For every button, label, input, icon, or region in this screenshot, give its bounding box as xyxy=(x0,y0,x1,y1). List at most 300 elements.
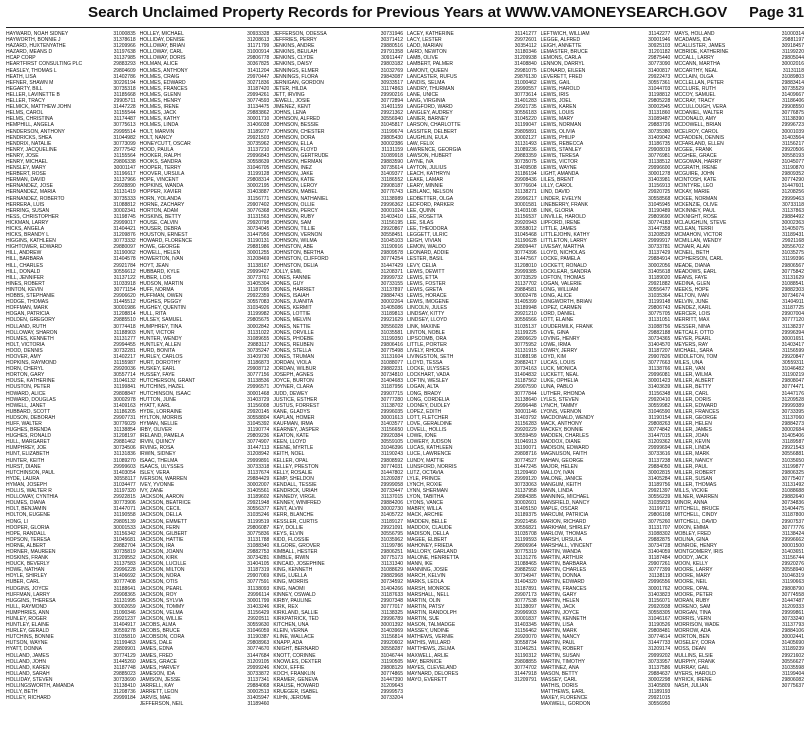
owner-name: JEFFERSON, ODESSA xyxy=(273,31,327,37)
owner-name: JACKSON, CECIL xyxy=(139,506,181,513)
owner-name: HERNANDEZ, MARIA xyxy=(6,189,56,196)
owner-name: MARION, RICHARD xyxy=(540,518,587,525)
owner-name: HOOPER, GLORIA xyxy=(6,524,50,531)
owner-name: IVEY, YVONNE xyxy=(139,481,175,488)
owner-name: JACKSON, OTIS xyxy=(139,579,178,586)
property-id: 31190870 xyxy=(782,165,804,172)
property-id: 31137060 xyxy=(782,414,804,421)
owner-name: HUTSON, WAYNE xyxy=(6,640,48,647)
property-id: 29884743 xyxy=(380,293,403,300)
property-id: 31208469 xyxy=(247,256,270,263)
owner-name: HILL, BARBARA xyxy=(6,256,44,263)
owner-name: JOHNSON, SAM xyxy=(273,219,312,226)
owner-name: KEARNEY, JASPER xyxy=(273,427,319,434)
owner-name: JAMES, GRACE xyxy=(139,658,177,665)
property-id: 30777017 xyxy=(380,603,403,610)
owner-name: HUNLEY, ROGER xyxy=(6,616,47,622)
property-id: 31138167 xyxy=(247,262,270,269)
owner-name: HOOKS, SANDRA xyxy=(139,158,182,165)
owner-name: MOSELEY, CORA xyxy=(674,640,716,647)
owner-name: HORNE, ZACHARY xyxy=(139,201,185,208)
property-id: 31378618 xyxy=(113,37,136,44)
property-id: 30556183 xyxy=(514,110,537,117)
property-id: 31197320 xyxy=(113,488,136,495)
property-id: 30002945 xyxy=(648,104,671,111)
owner-name: KLINE, WALLACE xyxy=(273,634,315,641)
property-id: 29996217 xyxy=(514,195,537,202)
owner-name: LEGGE, ALFRED xyxy=(540,37,581,44)
owner-name: MARTIN, DONNA xyxy=(540,573,581,580)
owner-name: HOGAN, PATRICIA xyxy=(6,311,50,318)
property-id: 30773614 xyxy=(514,91,537,98)
property-id: 31088541 xyxy=(781,280,804,287)
owner-name: MARLOW, THOMAS xyxy=(540,530,587,537)
property-id: 31088465 xyxy=(514,561,537,568)
property-id: 31403981 xyxy=(648,177,671,184)
property-id: 30735075 xyxy=(514,158,537,165)
property-id: 31447113 xyxy=(247,445,270,452)
owner-name: JORDAN, WILBUR xyxy=(273,366,317,373)
property-id: 31131277 xyxy=(113,335,136,342)
property-id: 31174863 xyxy=(381,85,403,92)
property-id: 31137210 xyxy=(247,146,270,153)
property-id: 29922359 xyxy=(247,293,270,300)
property-id: 31403887 xyxy=(247,189,270,196)
property-id: 31404570 xyxy=(648,341,671,348)
property-id: 31089236 xyxy=(514,146,537,153)
property-id: 31404683 xyxy=(380,378,403,385)
record-column xyxy=(674,31,804,731)
owner-name: JENKINS, CLYDE xyxy=(273,55,314,62)
owner-name: LIVESAY, MARTHA xyxy=(540,244,585,251)
property-id: 31209333 xyxy=(781,603,804,610)
property-id: 31046251 xyxy=(514,646,537,653)
owner-name: HOUSER, DEBRA xyxy=(139,226,182,232)
owner-name: JIMENEZ, KENT xyxy=(273,104,311,111)
property-id: 29808481 xyxy=(648,628,671,635)
owner-name: LOPEZ, EDITH xyxy=(407,408,442,415)
owner-name: MADDEN, BELLE xyxy=(407,518,448,525)
owner-name: HUMPHREY, JOE xyxy=(6,445,47,452)
property-id: 31403651 xyxy=(781,548,804,555)
owner-name: MADDEN, CHARLES xyxy=(540,433,589,440)
owner-name: JONES, STELLA xyxy=(273,347,312,354)
property-id: 29996362 xyxy=(380,201,403,208)
property-id: 29907402 xyxy=(247,201,270,208)
property-id: 29972601 xyxy=(514,37,537,44)
owner-name: MCLEAN, TERRI xyxy=(674,226,713,232)
property-id: 30556702 xyxy=(781,244,804,251)
owner-name: JOYNER, CLARA xyxy=(273,384,314,391)
property-id: 31035829 xyxy=(648,500,671,507)
property-id: 29809901 xyxy=(113,646,136,653)
property-id: 30002007 xyxy=(247,481,270,488)
property-id: 31187891 xyxy=(514,585,537,592)
property-id: 29808314 xyxy=(247,177,270,184)
record-column xyxy=(140,31,270,731)
property-id: 30733318 xyxy=(247,463,270,470)
property-id: 29999917 xyxy=(648,238,671,245)
property-id: 29806251 xyxy=(380,548,403,555)
property-id: 30002730 xyxy=(380,506,403,513)
property-id: 29999058 xyxy=(380,481,403,488)
property-id: 30001581 xyxy=(514,201,537,208)
record-column xyxy=(407,31,537,731)
property-id: 31199148 xyxy=(648,299,671,306)
property-id: 30734506 xyxy=(113,445,136,452)
property-id: 31209105 xyxy=(247,658,270,665)
owner-name: JEFFRIES, PERRY xyxy=(273,37,317,44)
property-id: 29882753 xyxy=(247,548,270,555)
property-id: 30775952 xyxy=(514,341,537,348)
property-id: 31198745 xyxy=(113,213,136,220)
owner-name: HUGHES, PEGGY xyxy=(139,299,182,306)
owner-name: LINK, MAXINE xyxy=(407,323,441,330)
property-id: 31190312 xyxy=(514,652,537,659)
property-id: 30002842 xyxy=(247,323,270,330)
owner-name: KEENE, MYRTLE xyxy=(273,445,314,452)
owner-name: HUBBARD, SCOTT xyxy=(6,408,51,415)
owner-name: LINK, GLORIA xyxy=(540,207,574,214)
property-id: 31405304 xyxy=(247,280,270,287)
owner-name: JONES, KERMIT xyxy=(273,305,312,312)
owner-name: MCDOWELL, BRIAN xyxy=(674,122,722,129)
property-id: 29809447 xyxy=(514,244,537,251)
property-id: 29808790 xyxy=(781,585,804,592)
owner-name: HYDE, LORRAINE xyxy=(139,408,182,415)
property-id: 30001147 xyxy=(113,165,136,172)
owner-name: LONG, CORDELIA xyxy=(407,396,450,403)
owner-name: HYDE, LAURA xyxy=(6,475,40,482)
property-id: 29920506 xyxy=(781,146,804,153)
owner-name: HYATT, KARL xyxy=(139,402,171,409)
property-id: 29806964 xyxy=(514,542,537,549)
property-id: 29996789 xyxy=(380,616,403,622)
property-id: 29990216 xyxy=(380,91,403,98)
property-id: 29907261 xyxy=(648,561,671,568)
owner-name: HOOD, DENNIS xyxy=(6,347,43,354)
owner-name: HUGHEY, QUENTIN xyxy=(139,305,186,312)
owner-name: METCALF, OTTO xyxy=(674,329,714,336)
property-id: 30735614 xyxy=(380,165,403,172)
owner-name: LINDSAY, KITTY xyxy=(407,311,445,318)
property-id: 31046705 xyxy=(247,165,270,172)
owner-name: HOLMES, EDWARD xyxy=(139,79,186,86)
property-id: 30556881 xyxy=(781,451,804,458)
property-id: 31402217 xyxy=(113,353,136,360)
property-id: 29805228 xyxy=(648,98,671,105)
property-id: 29882875 xyxy=(648,536,671,543)
owner-name: MOORE, NEIL xyxy=(674,579,708,586)
owner-name: JAMES, FRED xyxy=(139,652,173,659)
owner-name: MEYERS, RAY xyxy=(674,341,709,348)
property-id: 30001024 xyxy=(380,207,403,214)
owner-name: LOTT, FLETCHER xyxy=(407,414,449,421)
owner-name: JONES, JUANITA xyxy=(273,299,314,306)
owner-name: LEWIS, VICTOR xyxy=(540,158,578,165)
owner-name: HOPPER, XAVIER xyxy=(139,189,182,196)
property-id: 31155987 xyxy=(113,360,136,367)
property-id: 31199396 xyxy=(782,256,804,263)
owner-name: MCKEE, NORMAN xyxy=(674,195,718,202)
property-id: 30558734 xyxy=(514,640,537,647)
owner-name: LAMB, OLIVE xyxy=(407,55,439,62)
owner-name: HUTCHINS, BONNIE xyxy=(6,634,54,641)
property-id: 30776743 xyxy=(380,189,403,196)
owner-name: LANGLEY, AUDREY xyxy=(407,110,453,117)
owner-name: LUNDY, MATTIE xyxy=(407,457,445,464)
property-id: 29884581 xyxy=(514,286,537,293)
owner-name: HINES, ROBERT xyxy=(6,280,45,287)
property-id: 31403823 xyxy=(648,591,671,598)
property-id: 29791358 xyxy=(380,49,403,56)
owner-name: MARTIN, PATSY xyxy=(407,603,445,610)
owner-name: HELLER, TRACY xyxy=(6,98,46,105)
property-id: 31187748 xyxy=(113,664,136,671)
owner-name: MAGNUSON, FAITH xyxy=(540,451,588,458)
property-id: 29884429 xyxy=(247,475,270,482)
owner-name: MABRY, WILLA xyxy=(407,506,442,513)
owner-name: JONES, LOTTIE xyxy=(273,311,311,318)
owner-name: MATTHEWS, ZELMA xyxy=(407,646,455,653)
property-id: 30732281 xyxy=(113,347,136,354)
property-id: 29875440 xyxy=(648,55,671,62)
owner-name: JOHNSON, JAKE xyxy=(273,171,314,178)
property-id: 29920229 xyxy=(514,427,537,434)
owner-name: LEAKE, LAMAR xyxy=(407,177,444,184)
property-id: 31199877 xyxy=(782,463,804,470)
owner-name: MANNING, MICHAEL xyxy=(540,494,590,501)
owner-name: MESSER, NINA xyxy=(674,323,711,330)
property-id: 31035246 xyxy=(247,512,270,519)
owner-name: LINCOLN, JULES xyxy=(407,305,448,312)
owner-name: HORTON, GARY xyxy=(6,372,45,379)
owner-name: HORN, CHERYL xyxy=(6,366,44,373)
property-id: 31405150 xyxy=(514,506,537,513)
owner-name: LAMBERT, PALMER xyxy=(407,61,453,68)
owner-name: HUGGINS, THERESA xyxy=(6,597,56,604)
property-id: 29808263 xyxy=(648,421,671,427)
owner-name: LIVINGSTON, SETH xyxy=(407,353,454,360)
property-id: 29876130 xyxy=(514,73,537,80)
property-id: 31190505 xyxy=(381,658,403,665)
owner-name: MASSEY, CARL xyxy=(540,676,577,683)
owner-name: LONG, ALICE xyxy=(540,293,572,300)
owner-name: HORNER, MAUREEN xyxy=(6,548,56,555)
owner-name: LOVELL, HOLLIS xyxy=(407,427,447,434)
property-id: 31137586 xyxy=(648,664,671,671)
owner-name: MILLER, KEVIN xyxy=(674,439,711,446)
record-row xyxy=(674,683,804,689)
property-id: 31137863 xyxy=(782,207,804,214)
owner-name: LOFTON, THOMAS xyxy=(540,274,585,281)
property-id: 29999694 xyxy=(648,445,671,452)
property-id: 30001278 xyxy=(648,171,671,178)
property-id: 31046913 xyxy=(514,439,537,446)
property-id: 30558568 xyxy=(648,195,671,202)
owner-name: IVY, ZANE xyxy=(139,488,164,495)
owner-name: LONG, BRADY xyxy=(407,390,442,397)
owner-name: HORNE, ALBERT xyxy=(6,542,46,549)
property-id: 30773906 xyxy=(113,500,136,507)
record-row xyxy=(6,695,136,701)
owner-name: HYATT, DONNA xyxy=(6,646,42,653)
property-id: 31156744 xyxy=(782,555,804,562)
property-id: 31409730 xyxy=(247,353,270,360)
owner-name: LAIRD, NEWTON xyxy=(407,49,447,56)
owner-name: MANSFIELD, NANCY xyxy=(540,500,590,507)
property-id: 31156283 xyxy=(514,421,537,427)
property-id: 31406038 xyxy=(247,122,270,129)
owner-name: MARTIN, GARY xyxy=(540,591,577,598)
owner-name: KNAPP, ADA xyxy=(273,640,303,647)
owner-name: LIPFORD, IRENE xyxy=(540,219,581,226)
property-id: 31089655 xyxy=(247,335,270,342)
owner-name: MATTHEWS, EARL xyxy=(540,689,585,696)
owner-name: LONG, WILLIAM xyxy=(540,286,579,293)
owner-name: JACKSON, PEARL xyxy=(139,585,183,592)
owner-name: MITCHELL, CINDY xyxy=(674,512,718,519)
property-id: 31402786 xyxy=(113,73,136,80)
owner-name: LITTLE, JAMES xyxy=(540,226,577,232)
owner-name: LANDIS, SELMA xyxy=(407,79,445,86)
property-id: 29996843 xyxy=(247,152,270,159)
property-id: 31046059 xyxy=(247,628,270,635)
property-id: 30002386 xyxy=(380,140,403,147)
property-id: 31131340 xyxy=(381,561,403,568)
owner-name: MAXWELL, GORDON xyxy=(540,701,591,708)
owner-name: JAMISON, JESSE xyxy=(139,676,181,683)
property-id: 29908550 xyxy=(781,104,804,111)
property-id: 31404320 xyxy=(514,579,537,586)
property-id: 29805430 xyxy=(380,134,403,141)
property-id: 31045220 xyxy=(514,116,537,123)
property-id: 29922473 xyxy=(648,73,671,80)
property-id: 29999017 xyxy=(113,219,136,226)
property-id: 29920798 xyxy=(247,219,270,226)
owner-name: LOCKLEAR, SANDRA xyxy=(540,268,591,275)
property-id: 30776029 xyxy=(113,421,136,427)
owner-name: KERR, BLANCHE xyxy=(273,512,314,519)
property-id: 30772894 xyxy=(380,98,403,105)
property-id: 29920867 xyxy=(380,226,403,232)
owner-name: MARTIN, SUSAN xyxy=(540,652,580,659)
owner-name: MARTIN, ARTHUR xyxy=(540,555,583,562)
property-id: 31208529 xyxy=(648,232,671,239)
owner-name: LENNON, DARRYL xyxy=(540,61,585,68)
property-id: 31404917 xyxy=(113,622,136,629)
owner-name: KIRKLAND, SALLIE xyxy=(273,609,319,616)
owner-name: HOOVER, URSULA xyxy=(139,171,185,178)
owner-name: LEVERETT, FRED xyxy=(540,73,583,80)
property-id: 31208814 xyxy=(113,311,136,318)
property-id: 30733204 xyxy=(380,695,403,702)
property-id: 31403564 xyxy=(781,134,804,141)
owner-name: JOHNSTON, DELIA xyxy=(273,262,318,269)
owner-name: MOORE, PETER xyxy=(674,591,713,598)
property-id: 31142277 xyxy=(648,31,671,37)
property-id: 29921210 xyxy=(514,311,537,318)
property-id: 31156342 xyxy=(113,530,136,537)
owner-name: LOWE, IONE xyxy=(407,433,437,440)
owner-name: MARTIN, WANDA xyxy=(540,548,581,555)
property-id: 31131492 xyxy=(782,481,804,488)
owner-name: MCCALL, LARRY xyxy=(674,55,714,62)
property-id: 30731946 xyxy=(380,31,403,37)
property-id: 30001613 xyxy=(380,414,403,421)
owner-name: JOHNSON, WILMA xyxy=(273,238,317,245)
property-id: 30774527 xyxy=(514,457,537,464)
property-id: 31045681 xyxy=(113,536,136,543)
property-id: 31209528 xyxy=(781,396,804,403)
property-id: 31404911 xyxy=(782,299,804,306)
owner-name: LOYD, KIM xyxy=(540,353,566,360)
owner-name: LEONARD, EILEEN xyxy=(540,67,586,74)
owner-name: JEWELL, JOSIE xyxy=(273,98,311,105)
property-id: 30559982 xyxy=(648,402,671,409)
owner-name: LOGAN, ALTA xyxy=(407,384,439,391)
property-id: 29806743 xyxy=(648,305,671,312)
page-number: Page 31 xyxy=(749,5,804,21)
property-id: 29907537 xyxy=(781,518,804,525)
owner-name: JACKSON, AARON xyxy=(139,494,184,501)
owner-name: HOLT, BENJAMIN xyxy=(6,506,47,513)
owner-name: HOLLOWAY, BRIAN xyxy=(139,43,185,50)
property-id: 29996448 xyxy=(514,402,537,409)
property-id: 31209552 xyxy=(113,555,136,562)
owner-name: JONES, FANNIE xyxy=(273,274,311,281)
owner-name: MCGRATH, IRENE xyxy=(674,165,718,172)
owner-name: HENRY, JACQUELINE xyxy=(6,146,57,153)
property-id: 29883293 xyxy=(113,61,136,68)
owner-name: JACKSON, ROY xyxy=(139,591,177,598)
property-id: 30777844 xyxy=(514,390,537,397)
owner-name: MARTINEZ, ANA xyxy=(540,664,579,671)
property-id: 31187484 xyxy=(648,555,671,562)
owner-name: HUBER, LOIS xyxy=(139,274,172,281)
property-id: 30002441 xyxy=(781,634,804,641)
owner-name: LEWIS, JOEL xyxy=(540,98,572,105)
property-id: 29908187 xyxy=(380,183,403,190)
owner-name: JUSTICE, ESTHER xyxy=(273,396,318,403)
property-id: 29921168 xyxy=(782,238,804,245)
property-id: 29907348 xyxy=(380,597,403,604)
property-id: 29921948 xyxy=(247,500,270,507)
property-id: 29805675 xyxy=(247,317,270,324)
owner-name: HUFFMAN, OWEN xyxy=(139,293,183,300)
owner-name: MONTGOMERY, IRIS xyxy=(674,548,724,555)
owner-name: LUNA, PABLO xyxy=(540,384,574,391)
property-id: 30777538 xyxy=(514,597,537,604)
owner-name: MARTIN, NANCY xyxy=(540,634,581,641)
property-id: 30774290 xyxy=(781,177,804,184)
property-id: 30735819 xyxy=(113,548,136,555)
owner-name: LEWIS, GRETA xyxy=(407,286,443,293)
owner-name: JOHNSON, HERMAN xyxy=(273,158,323,165)
owner-name: HOLLINGSWORTH, AMANDA xyxy=(6,683,74,690)
owner-name: LOGAN, VALERIE xyxy=(540,280,582,287)
owner-name: HOPE, RANDALL xyxy=(6,530,47,537)
owner-name: MCPHERSON, CARL xyxy=(674,256,723,263)
property-id: 30777399 xyxy=(648,567,671,574)
owner-name: HUNT, VICTOR xyxy=(139,329,175,336)
property-id: 29907731 xyxy=(113,414,136,421)
property-id: 31131159 xyxy=(381,146,403,153)
owner-name: LEE, THEODORA xyxy=(407,226,448,232)
property-id: 31138640 xyxy=(514,396,537,403)
property-id: 31186205 xyxy=(113,408,136,415)
owner-name: MALONE, JANICE xyxy=(540,475,583,482)
